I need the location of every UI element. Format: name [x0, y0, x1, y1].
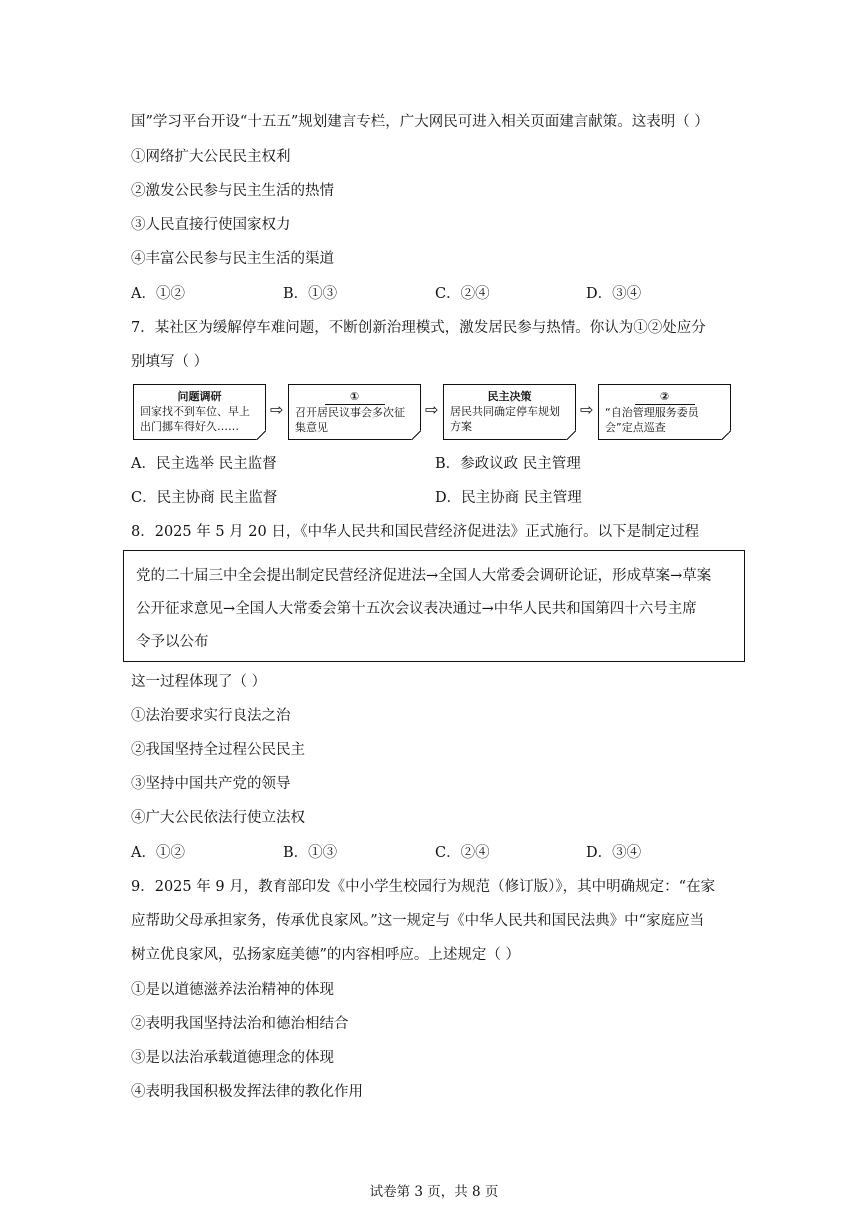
flow-body: 回家找不到车位、早上出门挪车得好久……	[140, 405, 250, 433]
q7-option-a: A．民主选举 民主监督	[131, 456, 277, 472]
flow-blank-marker: ①	[325, 389, 385, 405]
q6-stem-tail: 国”学习平台开设“十五五”规划建言专栏，广大网民可进入相关页面建言献策。这表明（ ）	[131, 114, 709, 130]
q8-item-3: ③坚持中国共产党的领导	[131, 776, 291, 792]
flow-box-blank-2	[598, 384, 731, 440]
q7-option-c: C．民主协商 民主监督	[131, 490, 278, 506]
q9-item-4: ④表明我国积极发挥法律的教化作用	[131, 1084, 363, 1100]
q8-box-line-3: 令予以公布	[136, 634, 209, 650]
page-footer: 试卷第 3 页，共 8 页	[369, 1184, 499, 1200]
flow-arrow-icon: ⇨	[425, 400, 439, 419]
q6-option-c: C．②④	[435, 286, 490, 302]
q8-option-a: A．①②	[131, 845, 185, 861]
q6-option-d: D．③④	[586, 286, 642, 302]
flow-body: 召开居民议事会多次征集意见	[295, 406, 405, 434]
q9-stem-line-3: 树立优良家风，弘扬家庭美德”的内容相呼应。上述规定（ ）	[131, 947, 521, 963]
flow-body: “自治管理服务委员会”定点巡查	[605, 406, 699, 434]
q6-item-2: ②激发公民参与民主生活的热情	[131, 183, 334, 199]
q8-process-box	[123, 550, 745, 662]
q7-stem-line2: 别填写（ ）	[131, 354, 209, 370]
flow-arrow-icon: ⇨	[270, 400, 284, 419]
q8-question: 这一过程体现了（ ）	[131, 674, 267, 690]
q6-option-b: B．①③	[283, 286, 338, 302]
q9-item-1: ①是以道德滋养法治精神的体现	[131, 982, 334, 998]
flow-blank-marker: ②	[635, 389, 695, 405]
q8-item-1: ①法治要求实行良法之治	[131, 708, 291, 724]
flow-title: 民主决策	[487, 390, 532, 403]
q6-item-3: ③人民直接行使国家权力	[131, 217, 291, 233]
q9-stem-line-1: 9．2025 年 9 月，教育部印发《中小学生校园行为规范（修订版）》，其中明确规定：“在家	[131, 879, 716, 895]
q8-box-line-2: 公开征求意见→全国人大常委会第十五次会议表决通过→中华人民共和国第四十六号主席	[136, 601, 697, 617]
q8-option-d: D．③④	[586, 845, 642, 861]
q6-option-a: A．①②	[131, 286, 185, 302]
q9-item-2: ②表明我国坚持法治和德治相结合	[131, 1016, 349, 1032]
q9-item-3: ③是以法治承载道德理念的体现	[131, 1050, 334, 1066]
q6-item-1: ①网络扩大公民民主权利	[131, 149, 291, 165]
flow-arrow-icon: ⇨	[580, 400, 594, 419]
q7-option-b: B．参政议政 民主管理	[435, 456, 581, 472]
q6-item-4: ④丰富公民参与民主生活的渠道	[131, 251, 334, 267]
q8-stem: 8．2025 年 5 月 20 日，《中华人民共和国民营经济促进法》正式施行。以下是制定过程	[131, 524, 700, 540]
q8-option-c: C．②④	[435, 845, 490, 861]
flow-title: 问题调研	[177, 390, 222, 403]
q8-option-b: B．①③	[283, 845, 338, 861]
flow-box-research	[133, 384, 266, 440]
q8-item-2: ②我国坚持全过程公民民主	[131, 742, 305, 758]
flow-body: 居民共同确定停车规划方案	[450, 405, 560, 433]
q9-stem-line-2: 应帮助父母承担家务，传承优良家风。”这一规定与《中华人民共和国民法典》中“家庭应当	[131, 913, 705, 929]
q8-item-4: ④广大公民依法行使立法权	[131, 810, 305, 826]
q7-option-d: D．民主协商 民主管理	[435, 490, 582, 506]
q8-box-line-1: 党的二十届三中全会提出制定民营经济促进法→全国人大常委会调研论证，形成草案→草案	[136, 568, 712, 584]
q7-stem-line1: 7．某社区为缓解停车难问题，不断创新治理模式，激发居民参与热情。你认为①②处应分	[131, 320, 706, 336]
flow-box-decision	[443, 384, 576, 440]
flow-box-blank-1	[288, 384, 421, 440]
